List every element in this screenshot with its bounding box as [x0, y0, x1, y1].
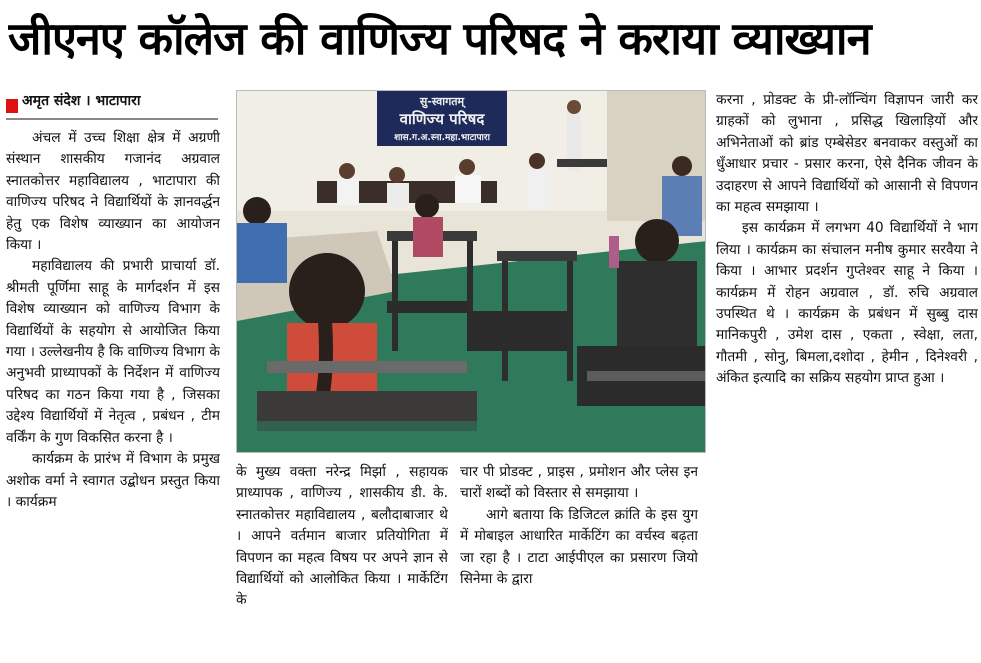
classroom-photo-illustration [237, 91, 706, 453]
paragraph: कार्यक्रम के प्रारंभ में विभाग के प्रमुख अशोक वर्मा ने स्वागत उद्बोधन प्रस्तुत किया । कार्यक्रम [6, 451, 220, 510]
banner-line-1: सु-स्वागतम् [419, 95, 465, 108]
event-photo [236, 90, 706, 453]
paragraph: आगे बताया कि डिजिटल क्रांति के इस युग में मोबाइल आधारित मार्केटिंग का वर्चस्व बढ़ता जा रहा है । टाटा आईपीएल का प्रसारण जियो सिनेमा के द्वारा [460, 506, 698, 588]
paragraph: करना , प्रोडक्ट के प्री-लॉन्चिंग विज्ञापन जारी कर ग्राहकों को लुभाना , प्रसिद्ध खिलाड़ियों और अभिनेताओं को ब्रांड एम्बेसेडर बनवाकर वस्तुओं का धुँआधार प्रचार - प्रसार करना, ऐसे दैनिक जीवन के उदाहरण से आपने विद्यार्थियों को आसानी से विपणन का महत्व समझाया । [716, 92, 978, 216]
dateline [6, 86, 218, 120]
paragraph: महाविद्यालय की प्रभारी प्राचार्या डॉ. श्रीमती पूर्णिमा साहू के मार्गदर्शन में इस विशेष व्याख्यान को वाणिज्य विभाग के विद्यार्थियों के सहयोग से आयोजित किया गया । उल्लेखनीय है कि वाणिज्य विभाग के अनुभवी प्राध्यापकों के निर्देशन में वाणिज्य परिषद का गठन किया गया है , जिसका उद्देश्य विद्यार्थियों में नेतृत्व , प्रबंधन , टीम वर्किंग के गुण विकसित करना है । [6, 258, 220, 446]
paragraph: के मुख्य वक्ता नरेन्द्र मिर्झा , सहायक प्राध्यापक , वाणिज्य , शासकीय डी. के. स्नातकोत्तर महाविद्यालय , बलौदाबाजार थे । आपने वर्तमान बाजार प्रतियोगिता में विपणन का महत्व विषय पर अपने ज्ञान से विद्यार्थियों को आलोकित किया । मार्केटिंग के [236, 464, 448, 609]
dateline-source: अमृत संदेश [22, 93, 81, 109]
banner-line-2: वाणिज्य परिषद [399, 110, 485, 128]
paragraph: इस कार्यक्रम में लगभग 40 विद्यार्थियों ने भाग लिया । कार्यक्रम का संचालन मनीष कुमार सरवैया ने किया । आभार प्रदर्शन गुप्तेश्वर साहू ने किया । कार्यक्रम में रोहन अग्रवाल , डॉ. रुचि अग्रवाल उपस्थित थे । कार्यक्रम के प्रबंधन में सुब्बु दास मानिकपुरी , उमेश दास , एकता , स्वेक्षा, लता, गौतमी , सोनु, बिमला,दशोदा , हेमीन , दिनेश्वरी , अंकित इत्यादि का सक्रिय सहयोग प्राप्त हुआ । [716, 220, 978, 387]
article-column-4 [716, 90, 978, 658]
article-column-3 [460, 462, 698, 658]
banner-line-3: शास.ग.अ.स्ना.महा.भाटापारा [394, 133, 490, 143]
paragraph: चार पी प्रोडक्ट , प्राइस , प्रमोशन और प्लेस इन चारों शब्दों को विस्तार से समझाया । [460, 464, 698, 502]
article-column-1 [6, 128, 220, 658]
dateline-place: भाटापारा [95, 93, 141, 109]
headline: जीएनए कॉलेज की वाणिज्य परिषद ने कराया व्याख्यान [8, 12, 871, 65]
paragraph: अंचल में उच्च शिक्षा क्षेत्र में अग्रणी संस्थान शासकीय गजानंद अग्रवाल स्नातकोत्तर महाविद्यालय , भाटापारा की वाणिज्य परिषद ने विद्यार्थियों के ज्ञानवर्द्धन हेतु एक विशेष व्याख्यान का आयोजन किया । [6, 130, 220, 254]
article-column-2 [236, 462, 448, 658]
dateline-marker-icon [6, 99, 18, 113]
dateline-separator: । [85, 93, 91, 109]
